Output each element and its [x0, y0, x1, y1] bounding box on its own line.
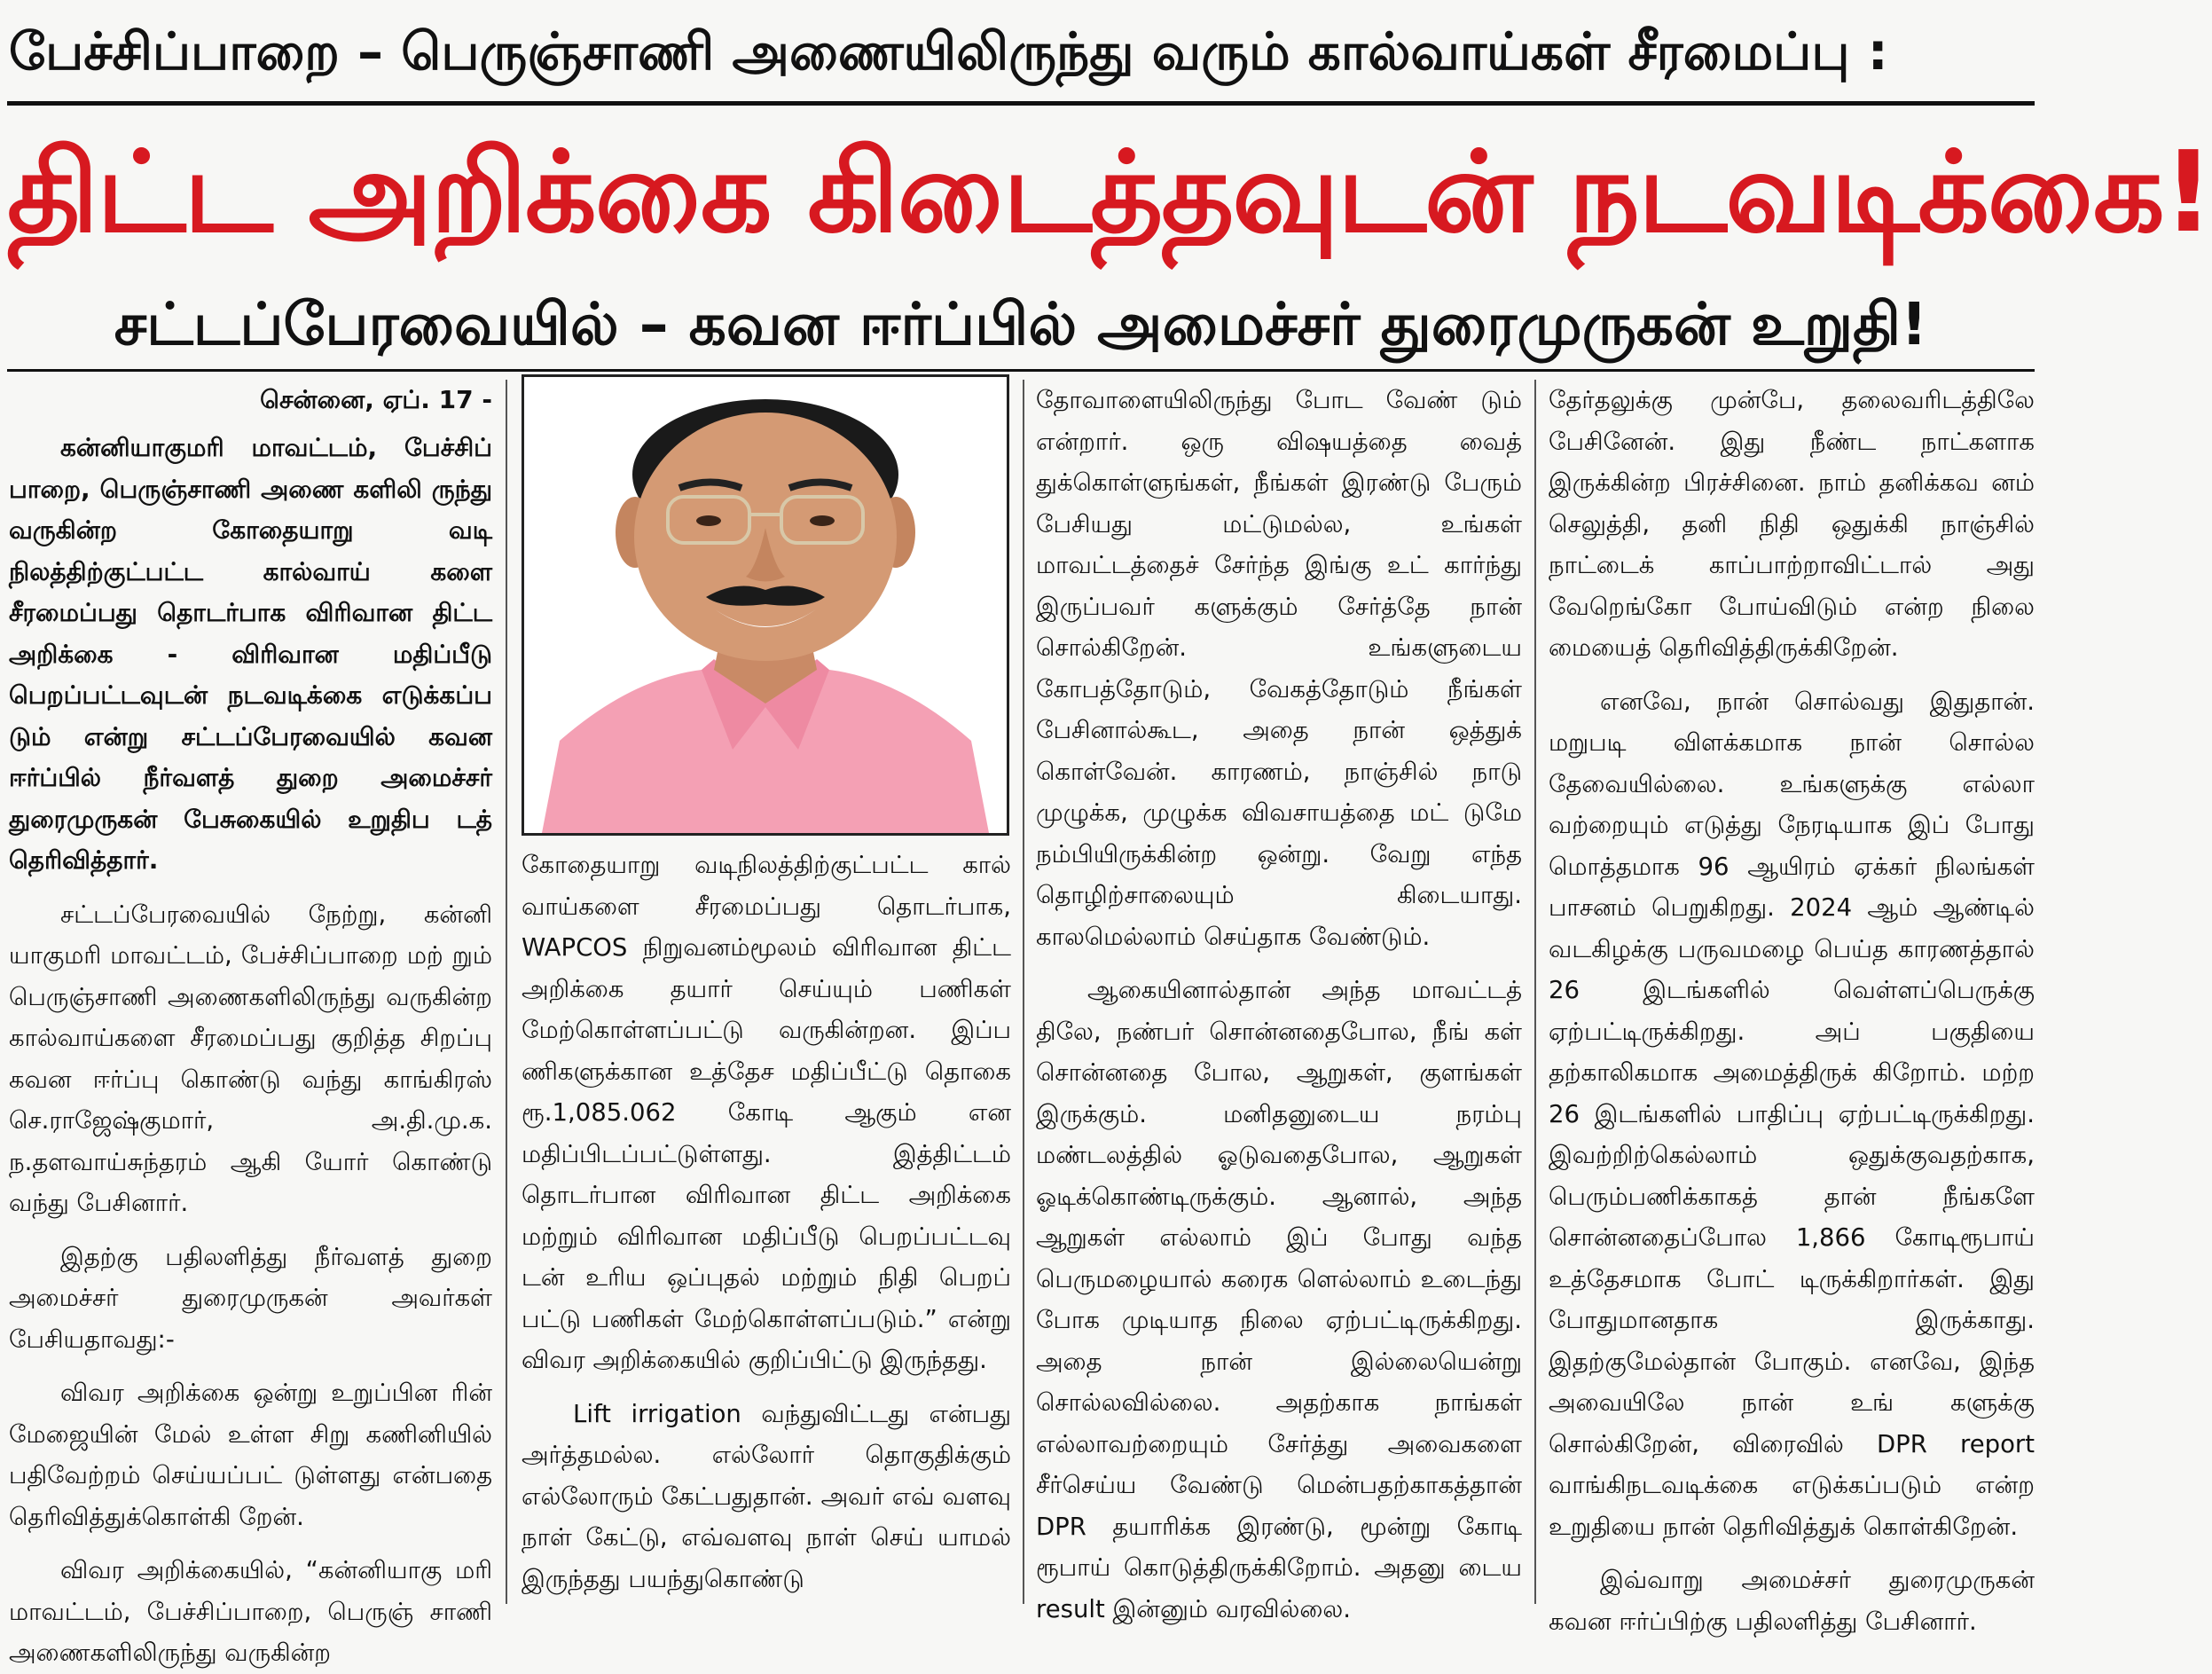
column-divider: [1023, 380, 1024, 1604]
sub-headline: சட்டப்பேரவையில் – கவன ஈர்ப்பில் அமைச்சர் துரைமுருகன் உறுதி!: [114, 290, 1928, 358]
body-paragraph: விவர அறிக்கையில், “கன்னியாகு மரி மாவட்டம், பேச்சிப்பாறை, பெருஞ் சாணி அணைகளிலிருந்து வருகின்ற: [9, 1556, 492, 1667]
column-divider: [506, 380, 507, 1604]
body-paragraph: எனவே, நான் சொல்வது இதுதான். மறுபடி விளக்கமாக நான் சொல்ல தேவையில்லை. உங்களுக்கு எல்லா வற்றையும் எடுத்து நேரடியாக இப் போது மொத்தமாக 96 ஆயிரம் ஏக்கர் நிலங்கள் பாசனம் பெறுகிறது. 2024 ஆம் ஆண்டில் வடகிழக்கு பருவமழை பெய்த காரணத்தால் 26 இடங்களில் வெள்ளப்பெருக்கு ஏற்பட்டிருக்கிறது. அப் பகுதியை தற்காலிகமாக அமைத்திருக் கிறோம். மற்ற 26 இடங்களில் பாதிப்பு ஏற்பட்டிருக்கிறது. இவற்றிற்கெல்லாம் ஒதுக்குவதற்காக, பெரும்பணிக்காகத் தான் நீங்களே சொன்னதைப்போல 1,866 கோடிரூபாய் உத்தேசமாக போட் டிருக்கிறார்கள். இது போதுமானதாக இருக்காது. இதற்குமேல்தான் போகும். எனவே, இந்த அவையிலே நான் உங் களுக்கு சொல்கிறேன், விரைவில் DPR report வாங்கிநடவடிக்கை எடுக்கப்படும் என்ற உறுதியை நான் தெரிவித்துக் கொள்கிறேன்.: [1549, 687, 2035, 1541]
body-paragraph: விவர அறிக்கை ஒன்று உறுப்பின ரின் மேஜையின் மேல் உள்ள சிறு கணினியில் பதிவேற்றம் செய்யப்பட் டுள்ளது என்பதை தெரிவித்துக்கொள்கி றேன்.: [9, 1379, 492, 1531]
body-paragraph: ஆகையினால்தான் அந்த மாவட்டத் திலே, நண்பர் சொன்னதைபோல, நீங் கள் சொன்னதை போல, ஆறுகள், குளங்கள் இருக்கும். மனிதனுடைய நரம்பு மண்டலத்தில் ஓடுவதைபோல, ஆறுகள் ஓடிக்கொண்டிருக்கும். ஆனால், அந்த ஆறுகள் எல்லாம் இப் போது வந்த பெருமழையால் கரைக ளெல்லாம் உடைந்து போக முடியாத நிலை ஏற்பட்டிருக்கிறது. அதை நான் இல்லையென்று சொல்லவில்லை. அதற்காக நாங்கள் எல்லாவற்றையும் சேர்த்து அவைகளை சீர்செய்ய வேண்டு மென்பதற்காகத்தான் DPR தயாரிக்க இரண்டு, மூன்று கோடி ரூபாய் கொடுத்திருக்கிறோம். அதனு டைய result இன்னும் வரவில்லை.: [1036, 976, 1522, 1623]
body-paragraph: கோதையாறு வடிநிலத்திற்குட்பட்ட கால் வாய்களை சீரமைப்பது தொடர்பாக, WAPCOS நிறுவனம்மூலம் விரிவான திட்ட அறிக்கை தயார் செய்யும் பணிகள் மேற்கொள்ளப்பட்டு வருகின்றன. இப்ப ணிகளுக்கான உத்தேச மதிப்பீட்டு தொகை ரூ.1,085.062 கோடி ஆகும் என மதிப்பிடப்பட்டுள்ளது. இத்திட்டம் தொடர்பான விரிவான திட்ட அறிக்கை மற்றும் விரிவான மதிப்பீடு பெறப்பட்டவு டன் உரிய ஒப்புதல் மற்றும் நிதி பெறப் பட்டு பணிகள் மேற்கொள்ளப்படும்.” என்று விவர அறிக்கையில் குறிப்பிட்டு இருந்தது.: [522, 851, 1011, 1374]
column-divider: [1534, 380, 1536, 1604]
headline-rule: [7, 369, 2035, 372]
body-paragraph: தேர்தலுக்கு முன்பே, தலைவரிடத்திலே பேசினேன். இது நீண்ட நாட்களாக இருக்கின்ற பிரச்சினை. நாம் தனிக்கவ னம் செலுத்தி, தனி நிதி ஒதுக்கி நாஞ்சில் நாட்டைக் காப்பாற்றாவிட்டால் அது வேறெங்கோ போய்விடும் என்ற நிலை மையைத் தெரிவித்திருக்கிறேன்.: [1549, 386, 2035, 662]
article-column-3: [1036, 380, 1522, 1623]
body-paragraph: தோவாளையிலிருந்து போட வேண் டும் என்றார். ஒரு விஷயத்தை வைத் துக்கொள்ளுங்கள், நீங்கள் இரண்டு பேரும் பேசியது மட்டுமல்ல, உங்கள் மாவட்டத்தைச் சேர்ந்த இங்கு உட் கார்ந்து இருப்பவர் களுக்கும் சேர்த்தே நான் சொல்கிறேன். உங்களுடைய கோபத்தோடும், வேகத்தோடும் நீங்கள் பேசினால்கூட, அதை நான் ஒத்துக் கொள்வேன். காரணம், நாஞ்சில் நாடு முழுக்க, முழுக்க விவசாயத்தை மட் டுமே நம்பியிருக்கின்ற ஒன்று. வேறு எந்த தொழிற்சாலையும் கிடையாது. காலமெல்லாம் செய்தாக வேண்டும்.: [1036, 386, 1522, 951]
body-paragraph: Lift irrigation வந்துவிட்டது என்பது அர்த்தமல்ல. எல்லோர் தொகுதிக்கும் எல்லோரும் கேட்பதுதான். அவர் எவ் வளவு நாள் கேட்டு, எவ்வளவு நாள் செய் யாமல் இருந்தது பயந்துகொண்டு: [522, 1399, 1011, 1593]
dateline: சென்னை, ஏப். 17 -: [260, 385, 492, 414]
body-paragraph: இதற்கு பதிலளித்து நீர்வளத் துறை அமைச்சர் துரைமுருகன் அவர்கள் பேசியதாவது:-: [9, 1242, 492, 1354]
article-column-1: [9, 380, 492, 1667]
article-column-4: [1549, 380, 2035, 1636]
body-paragraph: இவ்வாறு அமைச்சர் துரைமுருகன் கவன ஈர்ப்பிற்கு பதிலளித்து பேசினார்.: [1549, 1566, 2035, 1636]
body-paragraph: சட்டப்பேரவையில் நேற்று, கன்னி யாகுமரி மாவட்டம், பேச்சிப்பாறை மற் றும் பெருஞ்சாணி அணைகளிலிருந்து வருகின்ற கால்வாய்களை சீரமைப்பது குறித்த சிறப்பு கவன ஈர்ப்பு கொண்டு வந்து காங்கிரஸ் செ.ராஜேஷ்குமார், அ.தி.மு.க. ந.தளவாய்சுந்தரம் ஆகி யோர் கொண்டு வந்து பேசினார்.: [9, 900, 492, 1217]
minister-photo: [522, 374, 1009, 836]
top-rule: [7, 101, 2035, 106]
portrait-image: [524, 377, 1007, 833]
kicker-headline: பேச்சிப்பாறை – பெருஞ்சாணி அணையிலிருந்து வரும் கால்வாய்கள் சீரமைப்பு :: [9, 21, 1888, 82]
article-column-2: [522, 845, 1011, 1604]
lead-paragraph: கன்னியாகுமரி மாவட்டம், பேச்சிப் பாறை, பெருஞ்சாணி அணை களிலி ருந்து வருகின்ற கோதையாறு வடி நிலத்திற்குட்பட்ட கால்வாய் களை சீரமைப்பது தொடர்பாக விரிவான திட்ட அறிக்கை - விரிவான மதிப்பீடு பெறப்பட்டவுடன் நடவடிக்கை எடுக்கப்ப டும் என்று சட்டப்பேரவையில் கவன ஈர்ப்பில் நீர்வளத் துறை அமைச்சர் துரைமுருகன் பேசுகையில் உறுதிப டத் தெரிவித்தார்.: [9, 433, 492, 875]
main-headline: திட்ட அறிக்கை கிடைத்தவுடன் நடவடிக்கை!: [7, 127, 2212, 257]
